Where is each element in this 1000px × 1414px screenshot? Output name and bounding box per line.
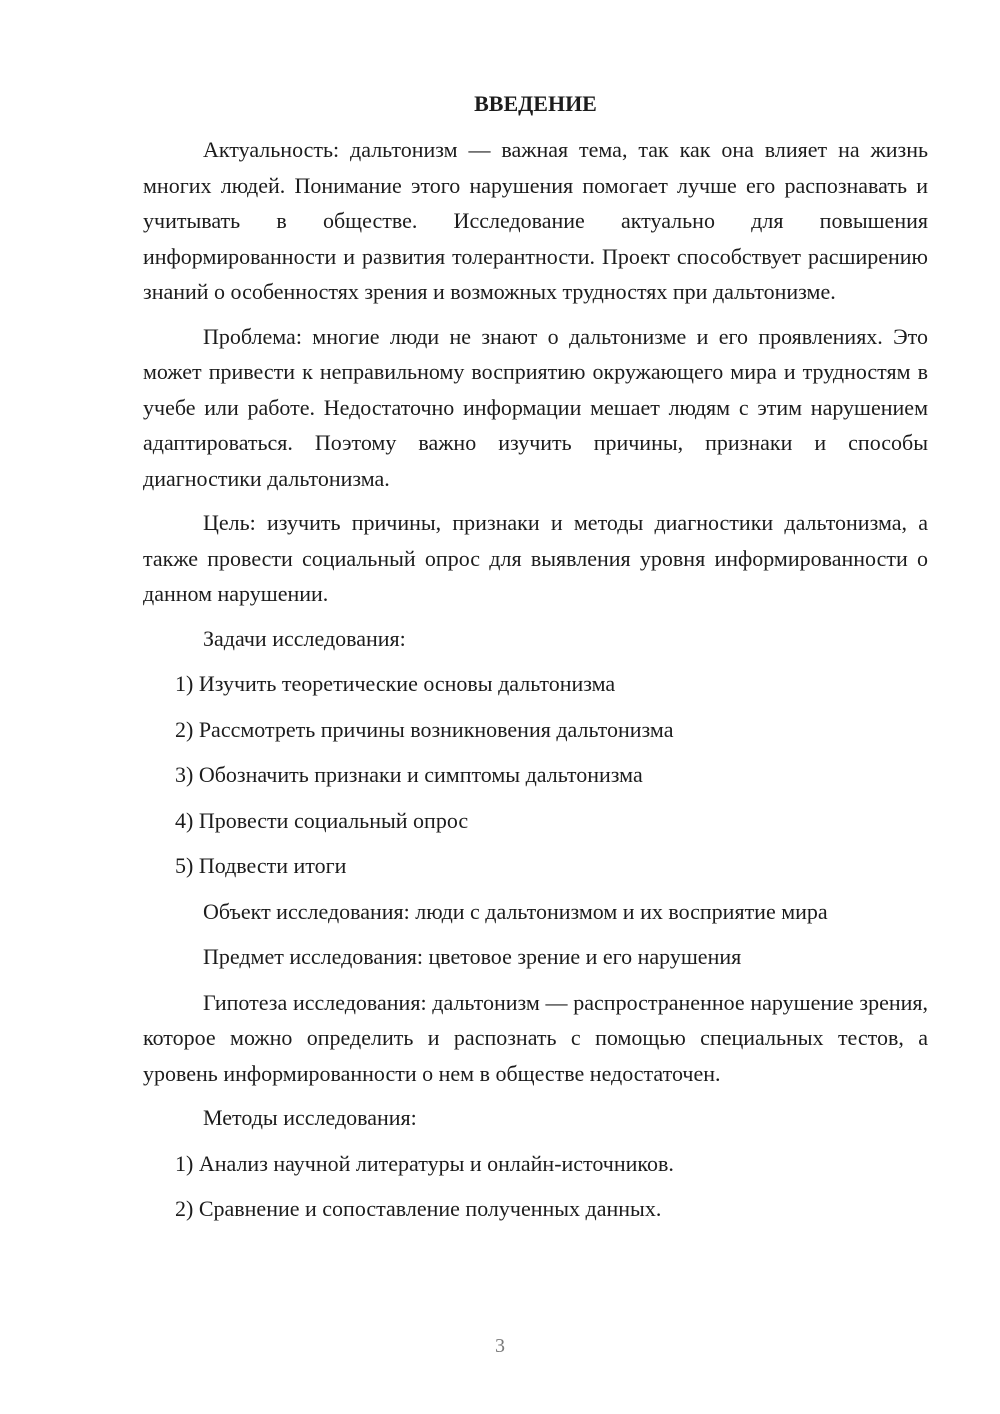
goal-paragraph: Цель: изучить причины, признаки и методы диагностики дальтонизма, а также провести социальный опрос для выявления уровня информированности о данном нарушении. xyxy=(143,510,928,606)
methods-list xyxy=(143,1146,928,1227)
document-page xyxy=(143,90,928,1237)
list-item: 5) Подвести итоги xyxy=(175,853,347,878)
relevance-paragraph: Актуальность: дальтонизм — важная тема, так как она влияет на жизнь многих людей. Понимание этого нарушения помогает лучше его распознавать и учитывать в обществе. Исследование актуально для повышения информированности и развития толерантности. Проект способствует расширению знаний о особенностях зрения и возможных трудностях при дальтонизме. xyxy=(143,137,928,304)
list-item: 2) Сравнение и сопоставление полученных данных. xyxy=(175,1196,662,1221)
object-paragraph: Объект исследования: люди с дальтонизмом и их восприятие мира xyxy=(203,898,828,924)
list-item: 2) Рассмотреть причины возникновения дальтонизма xyxy=(175,716,674,742)
list-item: 4) Провести социальный опрос xyxy=(175,807,469,833)
list-item: 1) Изучить теоретические основы дальтонизма xyxy=(175,671,616,696)
subject-paragraph: Предмет исследования: цветовое зрение и его нарушения xyxy=(203,944,742,969)
problem-paragraph: Проблема: многие люди не знают о дальтонизме и его проявлениях. Это может привести к неправильному восприятию окружающего мира и трудностям в учебе или работе. Недостаточно информации мешает людям с этим нарушением адаптироваться. Поэтому важно изучить причины, признаки и способы диагностики дальтонизма. xyxy=(143,323,928,491)
tasks-list xyxy=(143,666,928,884)
section-title: ВВЕДЕНИЕ xyxy=(474,91,597,116)
page-number: 3 xyxy=(495,1335,505,1357)
list-item: 1) Анализ научной литературы и онлайн-источников. xyxy=(175,1150,674,1176)
tasks-heading: Задачи исследования: xyxy=(203,625,406,651)
list-item: 3) Обозначить признаки и симптомы дальтонизма xyxy=(175,762,643,787)
methods-heading: Методы исследования: xyxy=(203,1105,417,1130)
hypothesis-paragraph: Гипотеза исследования: дальтонизм — распространенное нарушение зрения, которое можно определить и распознать с помощью специальных тестов, а уровень информированности о нем в обществе недостаточен. xyxy=(143,989,928,1086)
